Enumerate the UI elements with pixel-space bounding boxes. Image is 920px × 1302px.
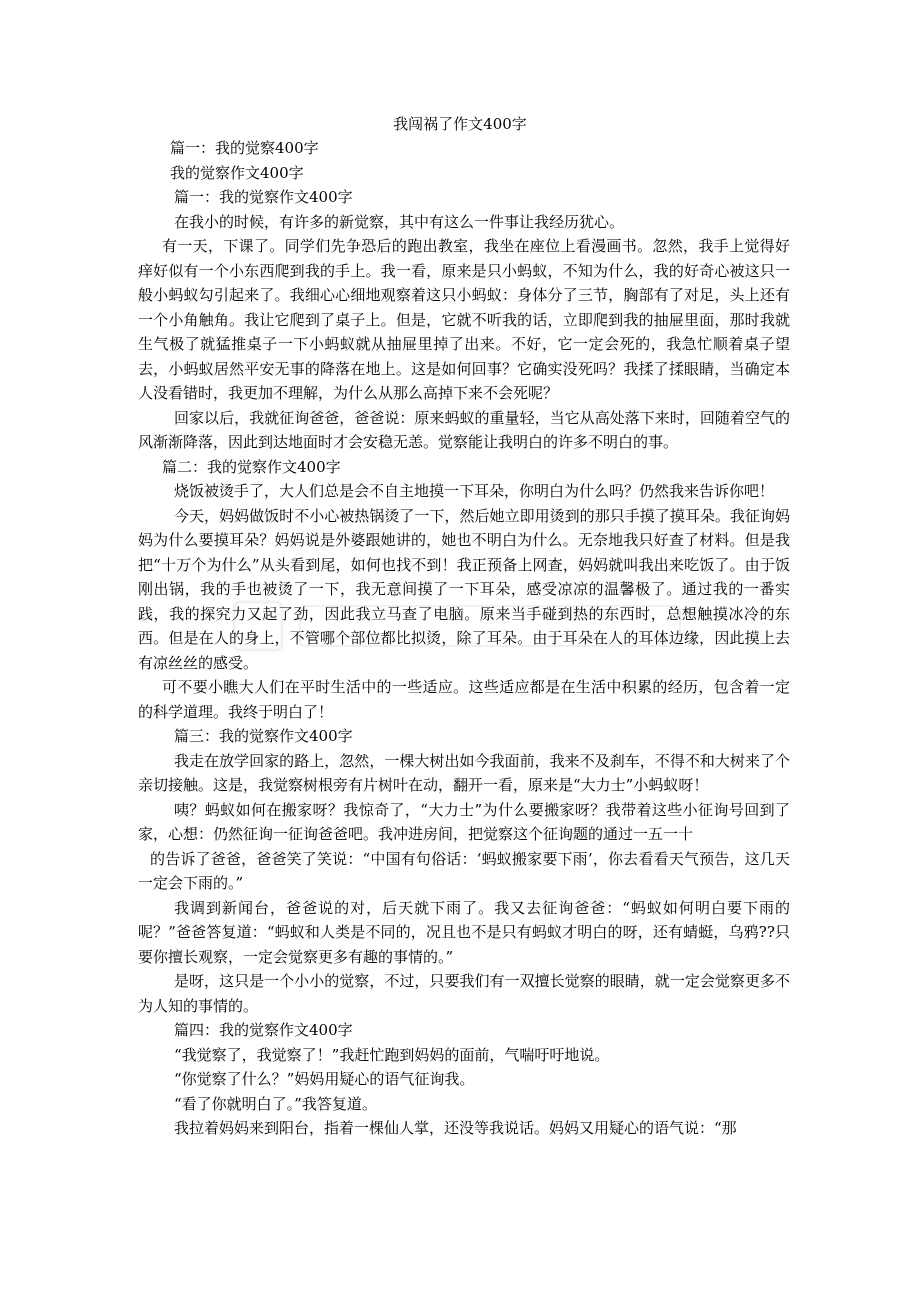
document-body [138,136,790,1141]
document-title: 我闯祸了作文400字 [393,115,527,133]
paragraph: 篇四：我的觉察作文400字 [174,1021,353,1039]
paragraph: 篇二：我的觉察作文400字 [162,457,341,476]
paragraph: 我调到新闻台，爸爸说的对，后天就下雨了。我又去征询爸爸：“蚂蚁如何明白要下雨的呢？”爸爸答复道：“蚂蚁和人类是不同的，况且也不是只有蚂蚁才明白的呀，还有蜻蜓，乌鸦??只要你擅长观察，一定会觉察更多有趣的事情的。” [138,898,790,966]
paragraph: 有一天，下课了。同学们先争恐后的跑出教室，我坐在座位上看漫画书。忽然，我手上觉得好痒好似有一个小东西爬到我的手上。我一看，原来是只小蚂蚁，不知为什么，我的好奇心被这只一般小蚂蚁勾引起来了。我细心心细地观察着这只小蚂蚁：身体分了三节，胸部有了对足，头上还有一个小角触角。我让它爬到了桌子上。但是，它就不听我的话，立即爬到我的抽屉里面，那时我就生气极了就猛推桌子一下小蚂蚁就从抽屉里掉了出来。不好，它一定会死的，我急忙顺着桌子望去，小蚂蚁居然平安无事的降落在地上。这是如何回事？它确实没死吗？我揉了揉眼睛，当确定本人没看错时，我更加不理解，为什么从那么高掉下来不会死呢？ [138,237,790,402]
paragraph: 我走在放学回家的路上，忽然，一棵大树出如今我面前，我来不及刹车，不得不和大树来了个亲切接触。这是，我觉察树根旁有片树叶在动，翻开一看，原来是“大力士”小蚂蚁呀！ [138,751,790,794]
paragraph: 篇一：我的觉察400字 [170,139,319,157]
paragraph: 在我小的时候，有许多的新觉察，其中有这么一件事让我经历犹心。 [174,212,625,231]
paragraph: “你觉察了什么？”妈妈用疑心的语气征询我。 [174,1070,475,1088]
paragraph: 今天，妈妈做饭时不小心被热锅烫了一下，然后她立即用烫到的那只手摸了摸耳朵。我征询妈妈为什么要摸耳朵？妈妈说是外婆跟她讲的，她也不明白为什么。无奈地我只好查了材料。但是我把“十万个为什么”从头看到尾，如何也找不到！我正预备上网查，妈妈就叫我出来吃饭了。由于饭刚出锅，我的手也被烫了一下，我无意间摸了一下耳朵，感受凉凉的温馨极了。通过我的一番实践，我的探究力又起了劲，因此我立马查了电脑。原来当手碰到热的东西时，总想触摸冰冷的东西。但是在人的身上，不管哪个部位都比拟烫，除了耳朵。由于耳朵在人的耳体边缘，因此摸上去有凉丝丝的感受。 [138,506,790,672]
paragraph: “看了你就明白了。”我答复道。 [174,1094,377,1113]
paragraph: 可不要小瞧大人们在平时生活中的一些适应。这些适应都是在生活中积累的经历，包含着一定的科学道理。我终于明白了！ [138,678,790,721]
paragraph: 烧饭被烫手了，大人们总是会不自主地摸一下耳朵，你明白为什么吗？仍然我来告诉你吧！ [174,482,775,500]
paragraph: 我拉着妈妈来到阳台，指着一棵仙人掌，还没等我说话。妈妈又用疑心的语气说：“那 [174,1119,737,1137]
paragraph: 我的觉察作文400字 [170,163,304,182]
paragraph: 篇三：我的觉察作文400字 [174,727,353,745]
paragraph: 回家以后，我就征询爸爸，爸爸说：原来蚂蚁的重量轻，当它从高处落下来时，回随着空气的风渐渐降落，因此到达地面时才会安稳无恙。觉察能让我明白的许多不明白的事。 [138,408,790,451]
paragraph: “我觉察了，我觉察了！”我赶忙跑到妈妈的面前，气喘吁吁地说。 [174,1045,610,1064]
paragraph: 是呀，这只是一个小小的觉察，不过，只要我们有一双擅长觉察的眼睛，就一定会觉察更多不为人知的事情的。 [138,972,790,1015]
paragraph: 的告诉了爸爸，爸爸笑了笑说：“中国有句俗话：‘蚂蚁搬家要下雨’，你去看看天气预告，这几天一定会下雨的。” [138,849,790,892]
paragraph: 咦？蚂蚁如何在搬家呀？我惊奇了，“大力士”为什么要搬家呀？我带着这些小征询号回到了家，心想：仍然征询一征询爸爸吧。我冲进房间，把觉察这个征询题的通过一五一十 [138,800,790,843]
paragraph: 篇一：我的觉察作文400字 [174,188,353,206]
